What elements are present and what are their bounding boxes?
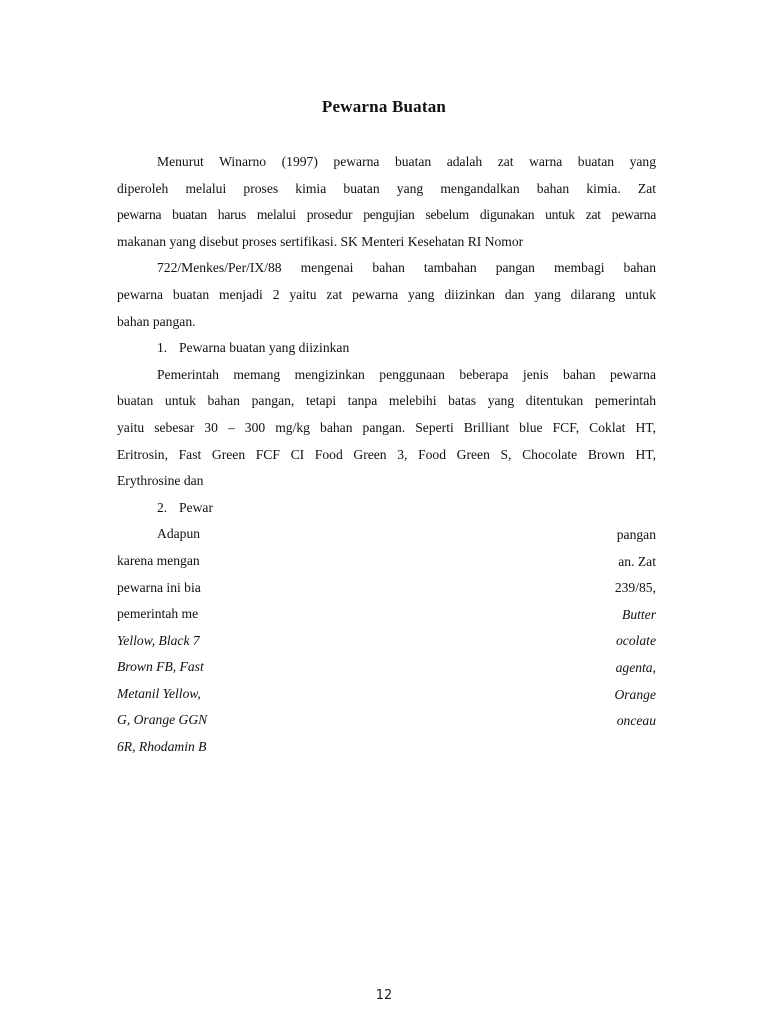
paragraph-line: Adapun <box>157 526 201 542</box>
list-item <box>117 335 656 362</box>
paragraph-line: 722/Menkes/Per/IX/88 mengenai bahan tambahan pangan membagi bahan <box>157 260 656 276</box>
paragraph-line: Brown FB, Fast <box>117 659 204 675</box>
text-fragment: ocolate <box>615 633 656 649</box>
list-item-label: Pewar <box>179 499 213 515</box>
paragraph-line: makanan yang disebut proses sertifikasi. SK Menteri Kesehatan RI Nomor <box>117 233 524 249</box>
paragraph-line: Eritrosin, Fast Green FCF CI Food Green 3, Food Green S, Chocolate Brown HT, <box>117 446 656 462</box>
paragraph-line: Metanil Yellow, <box>117 685 201 701</box>
text-fragment: onceau <box>616 713 656 729</box>
page-title: Pewarna Buatan <box>321 97 447 116</box>
right-fragments <box>560 522 656 735</box>
text-fragment: agenta, <box>615 659 656 675</box>
list-number: 1. <box>157 340 168 356</box>
paragraph-line: pewarna ini bia <box>117 579 201 595</box>
paragraph-line: G, Orange GGN <box>117 712 208 728</box>
list-item-label: Pewarna buatan yang diizinkan <box>179 340 350 356</box>
paragraph-line: bahan pangan. <box>117 313 196 329</box>
list-number: 2. <box>157 499 168 515</box>
page-number: 12 <box>375 988 393 1003</box>
text-fragment: 239/85, <box>614 580 656 596</box>
paragraph-line: yaitu sebesar 30 – 300 mg/kg bahan pangan. Seperti Brilliant blue FCF, Coklat HT, <box>117 419 656 435</box>
text-fragment: Butter <box>622 606 656 622</box>
paragraph-line: pewarna buatan menjadi 2 yaitu zat pewarna yang diizinkan dan yang dilarang untuk <box>117 286 656 302</box>
paragraph-line: karena mengan <box>117 552 200 568</box>
paragraph-line: pemerintah me <box>117 606 199 622</box>
paragraph-line: 6R, Rhodamin B <box>117 739 207 755</box>
paragraph-line: Yellow, Black 7 <box>117 632 200 648</box>
text-fragment: an. Zat <box>618 553 656 569</box>
paragraph-line: Menurut Winarno (1997) pewarna buatan adalah zat warna buatan yang <box>157 154 656 169</box>
text-fragment: pangan <box>616 527 656 542</box>
paragraph-line: buatan untuk bahan pangan, tetapi tanpa melebihi batas yang ditentukan pemerintah <box>117 393 656 409</box>
paragraph-line: pewarna buatan harus melalui prosedur pengujian sebelum digunakan untuk zat pewarna <box>117 207 656 223</box>
paragraph-line: diperoleh melalui proses kimia buatan yang mengandalkan bahan kimia. Zat <box>117 180 656 196</box>
text-fragment: Orange <box>614 686 656 702</box>
paragraph-line: Erythrosine dan <box>117 473 204 489</box>
paragraph-line: Pemerintah memang mengizinkan penggunaan beberapa jenis bahan pewarna <box>157 366 656 382</box>
